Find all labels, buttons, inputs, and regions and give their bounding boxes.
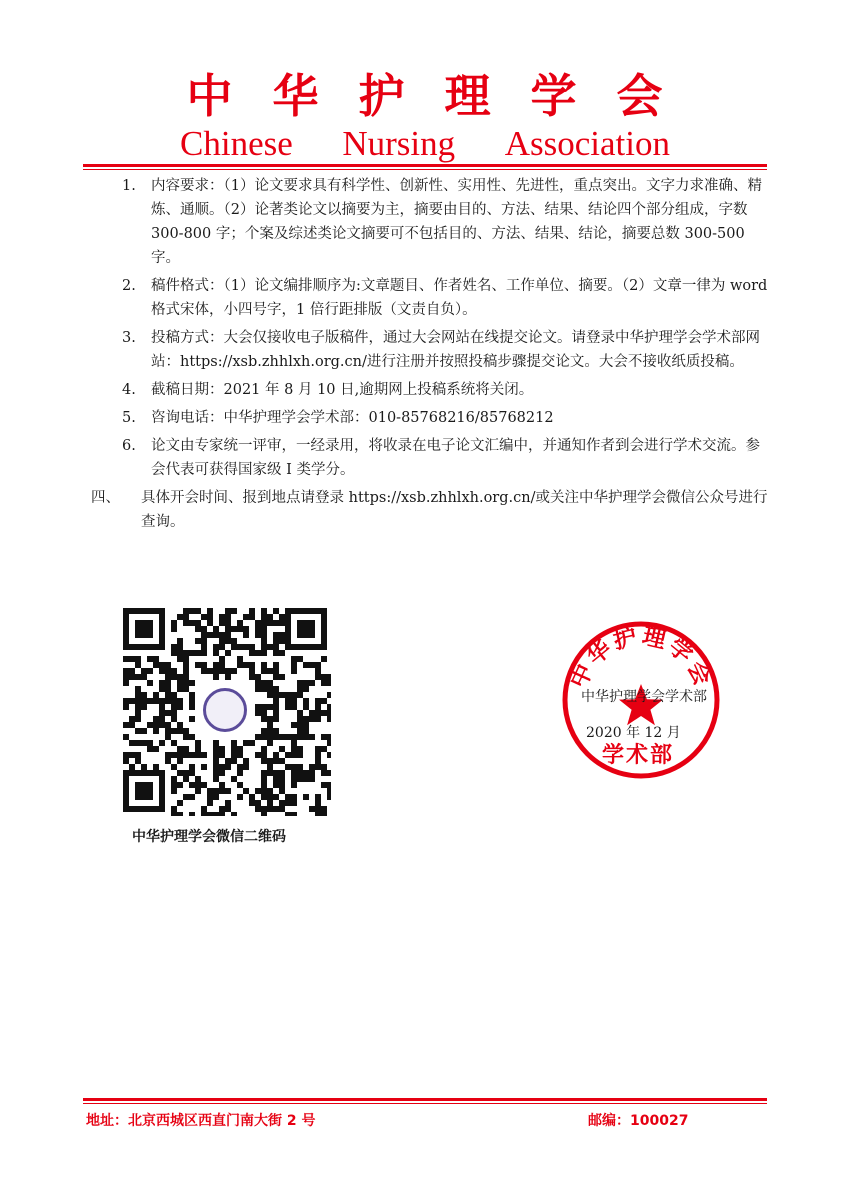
item-number: 5.	[122, 410, 136, 426]
header-rule-thin	[83, 169, 767, 170]
item-text: 稿件格式：（1）论文编排顺序为:文章题目、作者姓名、工作单位、摘要。（2）文章一律为 word 格式宋体，小四号字，1 倍行距排版（文责自负）。	[151, 278, 768, 318]
footer-postcode: 邮编：100027	[588, 1113, 689, 1129]
seal-bottom-text: 学术部	[602, 743, 675, 768]
org-title-chinese: 中华护理学会	[186, 69, 703, 123]
seal-arc-text: 中华护理学会	[565, 623, 717, 693]
item-text: 截稿日期：2021 年 8 月 10 日,逾期网上投稿系统将关闭。	[151, 382, 534, 398]
item-text: 投稿方式：大会仅接收电子版稿件，通过大会网站在线提交论文。请登录中华护理学会学术部网站：https://xsb.zhhlxh.org.cn/进行注册并按照投稿步骤提交论文。大会不接收纸质投稿。	[151, 330, 760, 370]
item-text: 咨询电话：中华护理学会学术部：010-85768216/85768212	[151, 410, 554, 426]
item-number: 6.	[122, 438, 136, 454]
item-number: 3.	[122, 330, 136, 346]
title-en-word: Chinese	[180, 124, 293, 163]
section-number: 四、	[91, 490, 120, 506]
header-rule	[83, 164, 767, 167]
qr-caption: 中华护理学会微信二维码	[132, 829, 286, 845]
title-en-word: Association	[504, 124, 670, 163]
footer-address: 地址：北京西城区西直门南大街 2 号	[86, 1113, 316, 1129]
svg-text:中华护理学会	[566, 622, 718, 692]
association-logo	[197, 682, 253, 738]
section-text: 具体开会时间、报到地点请登录 https://xsb.zhhlxh.org.cn/或关注中华护理学会微信公众号进行查询。	[141, 490, 768, 530]
seal-date: 2020 年 12 月	[586, 725, 681, 741]
list-item	[0, 434, 771, 482]
title-en-word: Nursing	[342, 124, 456, 163]
list-item	[0, 274, 771, 322]
qr-code-icon	[119, 604, 331, 816]
item-text: 论文由专家统一评审，一经录用，将收录在电子论文汇编中，并通知作者到会进行学术交流。参会代表可获得国家级 I 类学分。	[151, 438, 760, 478]
list-item	[0, 326, 771, 374]
org-title-english	[180, 124, 670, 164]
section-four	[0, 486, 771, 534]
seal-department: 中华护理学会学术部	[581, 689, 707, 705]
list-item	[0, 406, 771, 430]
item-number: 2.	[122, 278, 136, 294]
item-number: 4.	[122, 382, 136, 398]
footer-rule-thin	[83, 1103, 767, 1104]
item-text: 内容要求：（1）论文要求具有科学性、创新性、实用性、先进性，重点突出。文字力求准确、精炼、通顺。（2）论著类论文以摘要为主，摘要由目的、方法、结果、结论四个部分组成，字数 300-800 字；个案及综述类论文摘要可不包括目的、方法、结果、结论，摘要总数 300-500 字。	[151, 178, 762, 266]
footer-rule	[83, 1098, 767, 1101]
list-item	[0, 378, 771, 402]
list-item	[0, 174, 771, 270]
document-body	[0, 174, 849, 534]
item-number: 1.	[122, 178, 136, 194]
